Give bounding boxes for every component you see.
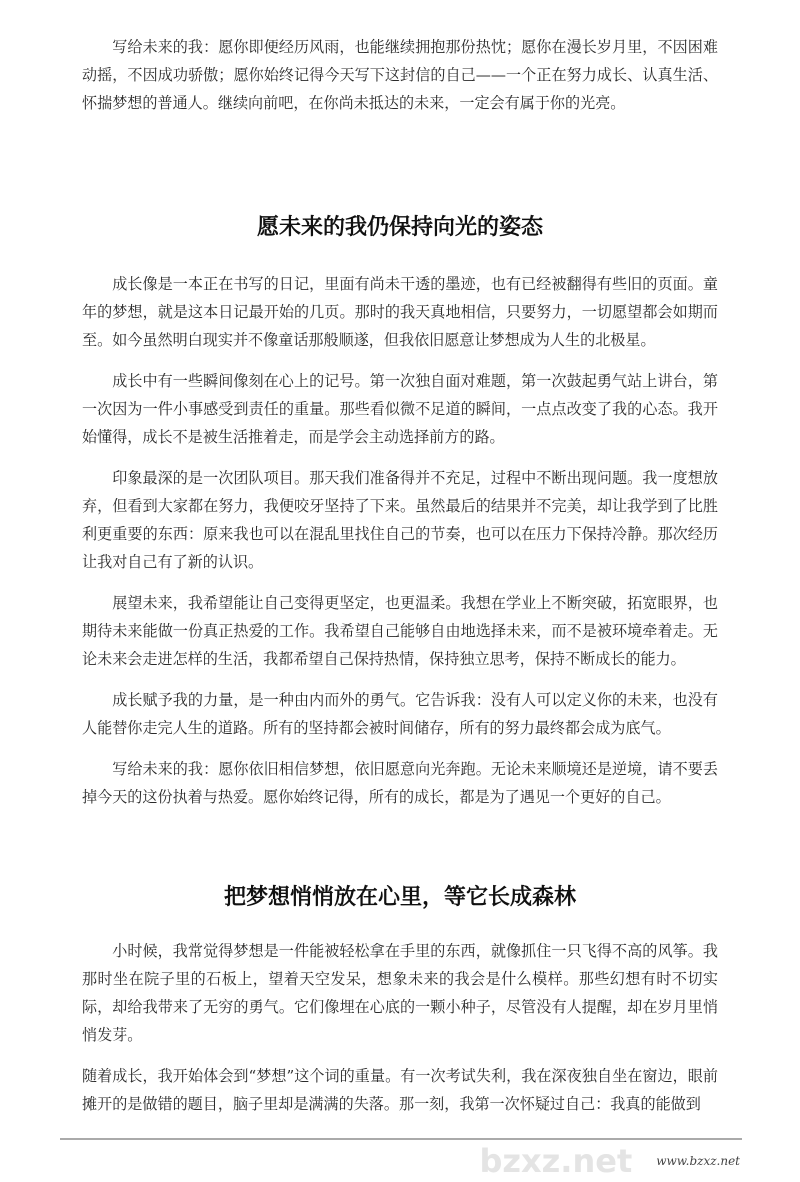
section-3-title: 把梦想悄悄放在心里，等它长成森林 [223,885,576,910]
watermark: bzxz.net [479,1142,633,1180]
paragraph: 写给未来的我：愿你即便经历风雨，也能继续拥抱那份热忱；愿你在漫长岁月里，不因困难动摇，不因成功骄傲；愿你始终记得今天写下这封信的自己——一个正在努力成长、认真生活、怀揣梦想的普通人。继续向前吧，在你尚未抵达的未来，一定会有属于你的光亮。 [82,38,718,112]
paragraph: 成长赋予我的力量，是一种由内而外的勇气。它告诉我：没有人可以定义你的未来，也没有人能替你走完人生的道路。所有的坚持都会被时间储存，所有的努力最终都会成为底气。 [82,691,718,737]
section-2-body [82,270,718,811]
paragraph: 小时候，我常觉得梦想是一件能被轻松拿在手里的东西，就像抓住一只飞得不高的风筝。我那时坐在院子里的石板上，望着天空发呆，想象未来的我会是什么模样。那些幻想有时不切实际，却给我带来了无穷的勇气。它们像埋在心底的一颗小种子，尽管没有人提醒，却在岁月里悄悄发芽。 [82,942,718,1044]
paragraph: 成长像是一本正在书写的日记，里面有尚未干透的墨迹，也有已经被翻得有些旧的页面。童年的梦想，就是这本日记最开始的几页。那时的我天真地相信，只要努力，一切愿望都会如期而至。如今虽然明白现实并不像童话那般顺遂，但我依旧愿意让梦想成为人生的北极星。 [82,275,718,349]
paragraph: 印象最深的是一次团队项目。那天我们准备得并不充足，过程中不断出现问题。我一度想放弃，但看到大家都在努力，我便咬牙坚持了下来。虽然最后的结果并不完美，却让我学到了比胜利更重要的东西：原来我也可以在混乱里找住自己的节奏，也可以在压力下保持冷静。那次经历让我对自己有了新的认识。 [82,469,718,571]
paragraph: 写给未来的我：愿你依旧相信梦想，依旧愿意向光奔跑。无论未来顺境还是逆境，请不要丢掉今天的这份执着与热爱。愿你始终记得，所有的成长，都是为了遇见一个更好的自己。 [82,760,718,806]
paragraph: 展望未来，我希望能让自己变得更坚定，也更温柔。我想在学业上不断突破，拓宽眼界，也期待未来能做一份真正热爱的工作。我希望自己能够自由地选择未来，而不是被环境牵着走。无论未来会走进怎样的生活，我都希望自己保持热情，保持独立思考，保持不断成长的能力。 [82,594,718,668]
section-1-body [82,33,718,117]
section-2-title: 愿未来的我仍保持向光的姿态 [256,215,543,240]
footer-url: www.bzxz.net [656,1154,740,1168]
paragraph: 成长中有一些瞬间像刻在心上的记号。第一次独自面对难题，第一次鼓起勇气站上讲台，第一次因为一件小事感受到责任的重量。那些看似微不足道的瞬间，一点点改变了我的心态。我开始懂得，成长不是被生活推着走，而是学会主动选择前方的路。 [82,372,718,446]
footer [0,1140,740,1182]
section-3-body [82,937,718,1118]
paragraph: 随着成长，我开始体会到“梦想”这个词的重量。有一次考试失利，我在深夜独自坐在窗边，眼前摊开的是做错的题目，脑子里却是满满的失落。那一刻，我第一次怀疑过自己：我真的能做到 [82,1067,718,1113]
